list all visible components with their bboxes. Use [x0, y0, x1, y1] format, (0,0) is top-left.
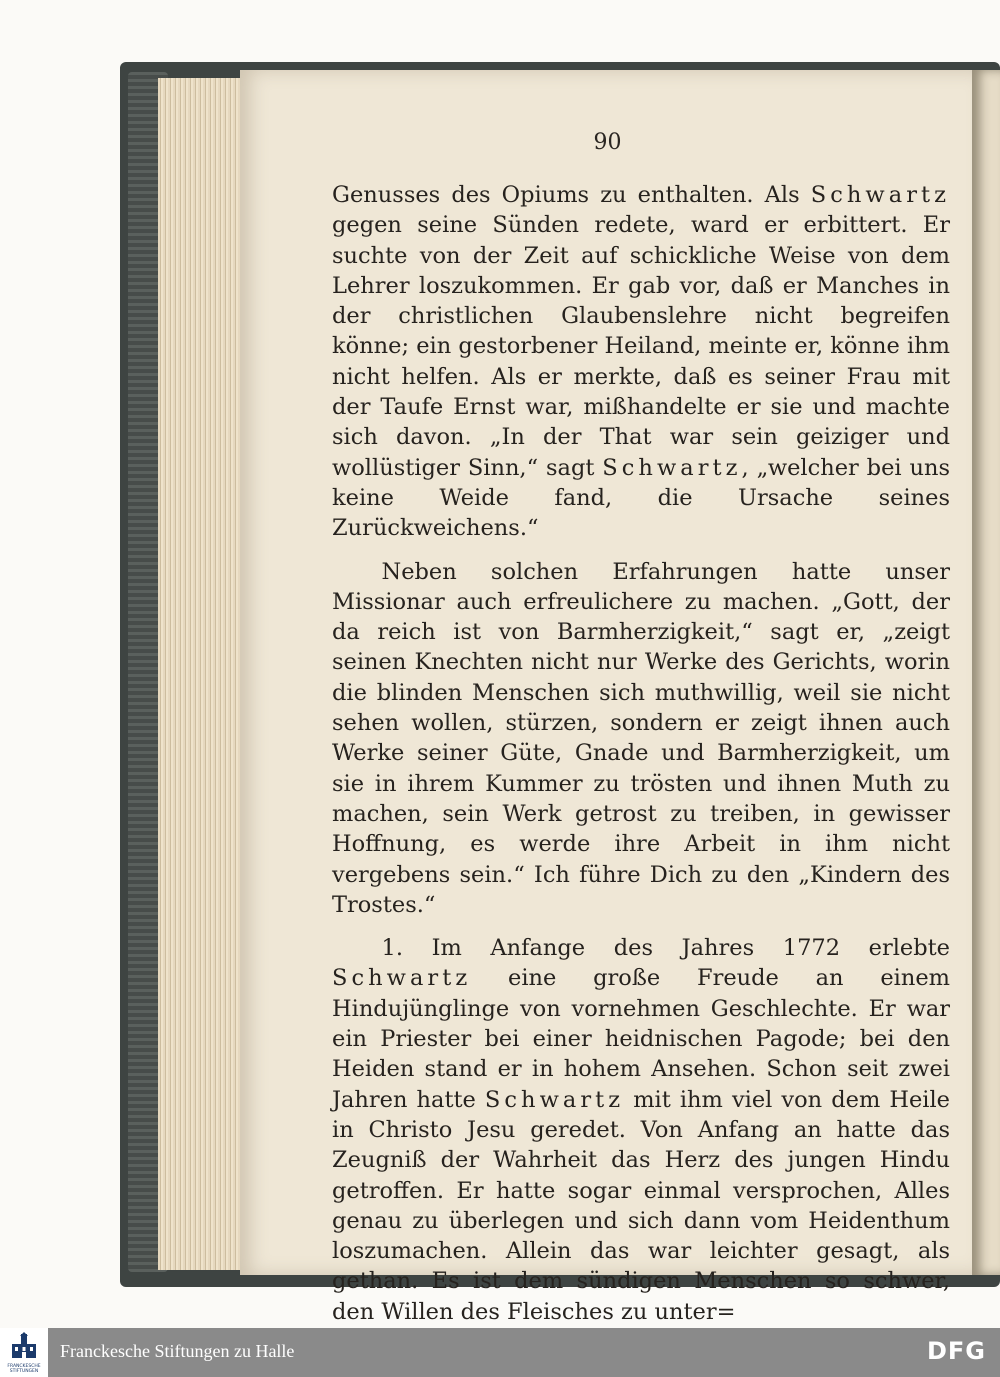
text-run: mit ihm viel von dem Heile in Christo Jesu geredet. Von Anfang an hatte das Zeugniß der Wahrheit das Herz des jungen Hindu getroffen. Er hatte sogar einmal versprochen, Alles genau zu überlegen und sich dann vom Heidenthum loszumachen. Allein das war leichter gesagt, als gethan. Es ist dem sündigen Menschen so schwer, den Willen des Fleisches zu unter=: [332, 1086, 950, 1325]
page-number: 90: [593, 130, 622, 155]
text-run: Genusses des Opiums zu enthalten. Als: [332, 182, 811, 208]
emphasized-name: Schwartz: [484, 1086, 625, 1113]
building-icon: [8, 1332, 40, 1362]
paragraph-2: [332, 557, 950, 921]
text-run: eine große Freude an einem Hindujünglinge von vornehmen Geschlechte. Er war ein Priester bei einer heidnischen Pagode; bei den Heiden stand er in hohem Ansehen. Schon seit zwei Jahren hatte: [332, 965, 950, 1113]
paragraph-1: [332, 180, 950, 544]
facing-page-edge: [972, 70, 1000, 1275]
text-run: gegen seine Sünden redete, ward er erbittert. Er suchte von der Zeit auf schickliche Weise von dem Lehrer loszukommen. Er gab vor, daß er Manches in der christlichen Glaubenslehre nicht begreifen könne; ein gestorbener Heiland, meinte er, könne ihm nicht helfen. Als er merkte, daß es seiner Frau mit der Taufe Ernst war, mißhandelte er sie und machte sich davon. „In der That war sein geiziger und wollüstiger Sinn,“ sagt: [332, 212, 950, 481]
text-run: Neben solchen Erfahrungen hatte unser Missionar auch erfreulichere zu machen. „Gott, der da reich ist von Barmherzigkeit,“ sagt er, „zeigt seinen Knechten nicht nur Werke des Gerichts, worin die blinden Menschen sich muthwillig, weil sie nicht sehen wollen, stürzen, sondern er zeigt ihnen auch Werke seiner Güte, Gnade und Barmherzigkeit, um sie in ihrem Kummer zu trösten und ihnen Muth zu machen, sein Werk getrost zu treiben, in gewisser Hoffnung, es werde ihre Arbeit in ihm nicht vergebens sein.“ Ich führe Dich zu den „Kindern des Trostes.“: [332, 558, 950, 918]
emphasized-name: Schwartz: [810, 182, 950, 208]
emphasized-name: Schwartz: [332, 965, 472, 992]
logo-text: FRANCKESCHE STIFTUNGEN: [7, 1364, 41, 1374]
institution-name[interactable]: Franckesche Stiftungen zu Halle: [60, 1341, 295, 1361]
page-body-text: [332, 180, 950, 1327]
dfg-logo[interactable]: DFG: [926, 1337, 986, 1365]
emphasized-name: Schwartz: [602, 454, 742, 481]
page-edges: [158, 78, 242, 1270]
book-page: [240, 70, 975, 1325]
franckesche-logo[interactable]: [0, 1328, 48, 1377]
text-run: 1. Im Anfange des Jahres 1772 erlebte: [381, 935, 950, 962]
footer-bar: [0, 1328, 1000, 1377]
paragraph-3: [332, 933, 950, 1327]
text-run: , „welcher bei uns keine Weide fand, die Ursache seines Zurückweichens.“: [332, 454, 951, 542]
